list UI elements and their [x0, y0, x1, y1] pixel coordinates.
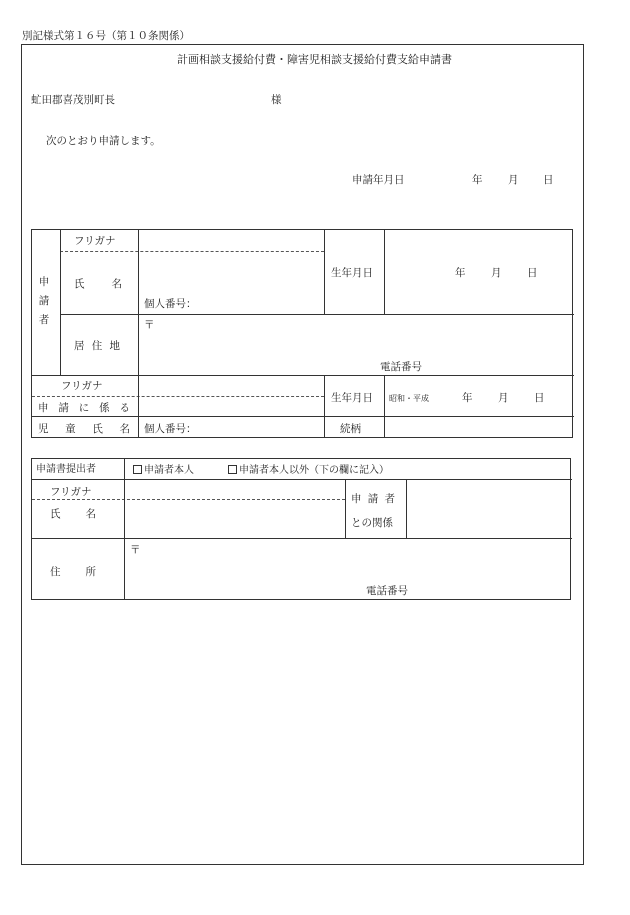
child-era-label: 昭和・平成 — [389, 394, 429, 403]
submitter-label: 申請書提出者 — [36, 464, 96, 475]
child-birth-date-label: 生年月日 — [331, 392, 373, 404]
submitter-table — [31, 458, 571, 600]
option-other-label: 申請者本人以外（下の欄に記入） — [239, 465, 389, 476]
applicant-individual-number-label: 個人番号： — [144, 298, 197, 310]
child-furigana-label: フリガナ — [61, 380, 103, 392]
child-birth-day: 日 — [534, 392, 545, 404]
checkbox-self[interactable] — [133, 465, 142, 474]
submitter-furigana-label: フリガナ — [50, 486, 92, 498]
submitter-option-self[interactable] — [133, 465, 194, 476]
form-frame — [21, 44, 584, 865]
applicant-postal-mark: 〒 — [144, 319, 155, 331]
child-label-line2: 児 童 氏 名 — [38, 423, 130, 435]
child-relationship-label: 続柄 — [340, 423, 361, 435]
applicant-furigana-label: フリガナ — [74, 235, 116, 247]
applicant-address-label: 居 住 地 — [74, 340, 120, 352]
addressee-suffix: 様 — [271, 94, 282, 106]
submitter-name-label: 氏 名 — [50, 508, 96, 520]
application-date-day: 日 — [543, 174, 554, 186]
applicant-birth-year: 年 — [455, 267, 466, 279]
submitter-option-other[interactable] — [228, 465, 389, 476]
submitter-phone-label: 電話番号 — [366, 585, 408, 597]
child-birth-year: 年 — [462, 392, 473, 404]
application-date-year: 年 — [472, 174, 483, 186]
applicant-phone-label: 電話番号 — [380, 361, 422, 373]
option-self-label: 申請者本人 — [144, 465, 194, 476]
submitter-postal-mark: 〒 — [130, 544, 141, 556]
submitter-relation-line2: との関係 — [351, 517, 393, 529]
child-label-line1: 申 請 に 係 る — [38, 402, 130, 414]
applicant-name-label: 氏 名 — [74, 278, 122, 290]
applicant-birth-day: 日 — [527, 267, 538, 279]
intro-text: 次のとおり申請します。 — [46, 135, 161, 147]
application-date-month: 月 — [508, 174, 519, 186]
form-title: 計画相談支援給付費・障害児相談支援給付費支給申請書 — [177, 53, 452, 66]
submitter-relation-line1: 申 請 者 — [351, 493, 395, 505]
submitter-address-label: 住 所 — [50, 566, 96, 578]
applicant-section-label: 申請者 — [38, 276, 50, 326]
application-date-label: 申請年月日 — [352, 174, 405, 186]
applicant-birth-month: 月 — [491, 267, 502, 279]
applicant-birth-date-label: 生年月日 — [331, 267, 373, 279]
child-birth-month: 月 — [498, 392, 509, 404]
child-individual-number-label: 個人番号： — [144, 423, 197, 435]
form-number: 別記様式第１６号（第１０条関係） — [22, 30, 190, 42]
checkbox-other[interactable] — [228, 465, 237, 474]
addressee: 虻田郡喜茂別町長 — [31, 94, 115, 106]
